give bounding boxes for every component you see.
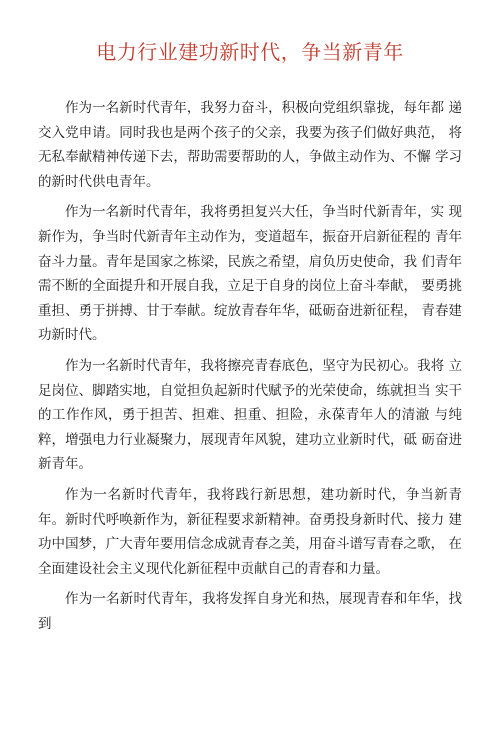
paragraph-2: 作为一名新时代青年，我将勇担复兴大任，争当时代新青年，实 现新作为，争当时代新青年主动作为，变道超车，振奋开启新征程的 青年奋斗力量。青年是国家之栋梁，民族之希望，肩负历史使命，我 们青年需不断的全面提升和开展自我，立足于自身的岗位上奋斗奉献， 要勇挑重担、勇于拼搏、甘于奉献。绽放青春年华，砥砺奋进新征程， 青春建功新时代。 — [38, 204, 462, 344]
paragraph-3: 作为一名新时代青年，我将擦亮青春底色，坚守为民初心。我将 立足岗位、脚踏实地，自觉担负起新时代赋予的光荣使命，练就担当 实干的工作作风，勇于担苦、担难、担重、担险，永葆青年人的清澈 与纯粹，增强电力行业凝聚力，展现青年风貌，建功立业新时代，砥 砺奋进新青年。 — [38, 357, 462, 473]
paragraph-5: 作为一名新时代青年，我将发挥自身光和热，展现青春和年华，找到 — [38, 591, 462, 632]
paragraph-1: 作为一名新时代青年，我努力奋斗，积极向党组织靠拢，每年都 递交入党申请。同时我也是两个孩子的父亲，我要为孩子们做好典范， 将无私奉献精神传递下去，帮助需要帮助的人，争做主动作为、不懈 学习的新时代供电青年。 — [38, 100, 462, 190]
paragraph-4: 作为一名新时代青年，我将践行新思想，建功新时代，争当新青 年。新时代呼唤新作为，新征程要求新精神。奋勇投身新时代、接力 建功中国梦，广大青年要用信念成就青春之美，用奋斗谱写青春之歌， 在全面建设社会主义现代化新征程中贡献自己的青春和力量。 — [38, 486, 462, 577]
document-title: 电力行业建功新时代，争当新青年 — [96, 40, 404, 64]
